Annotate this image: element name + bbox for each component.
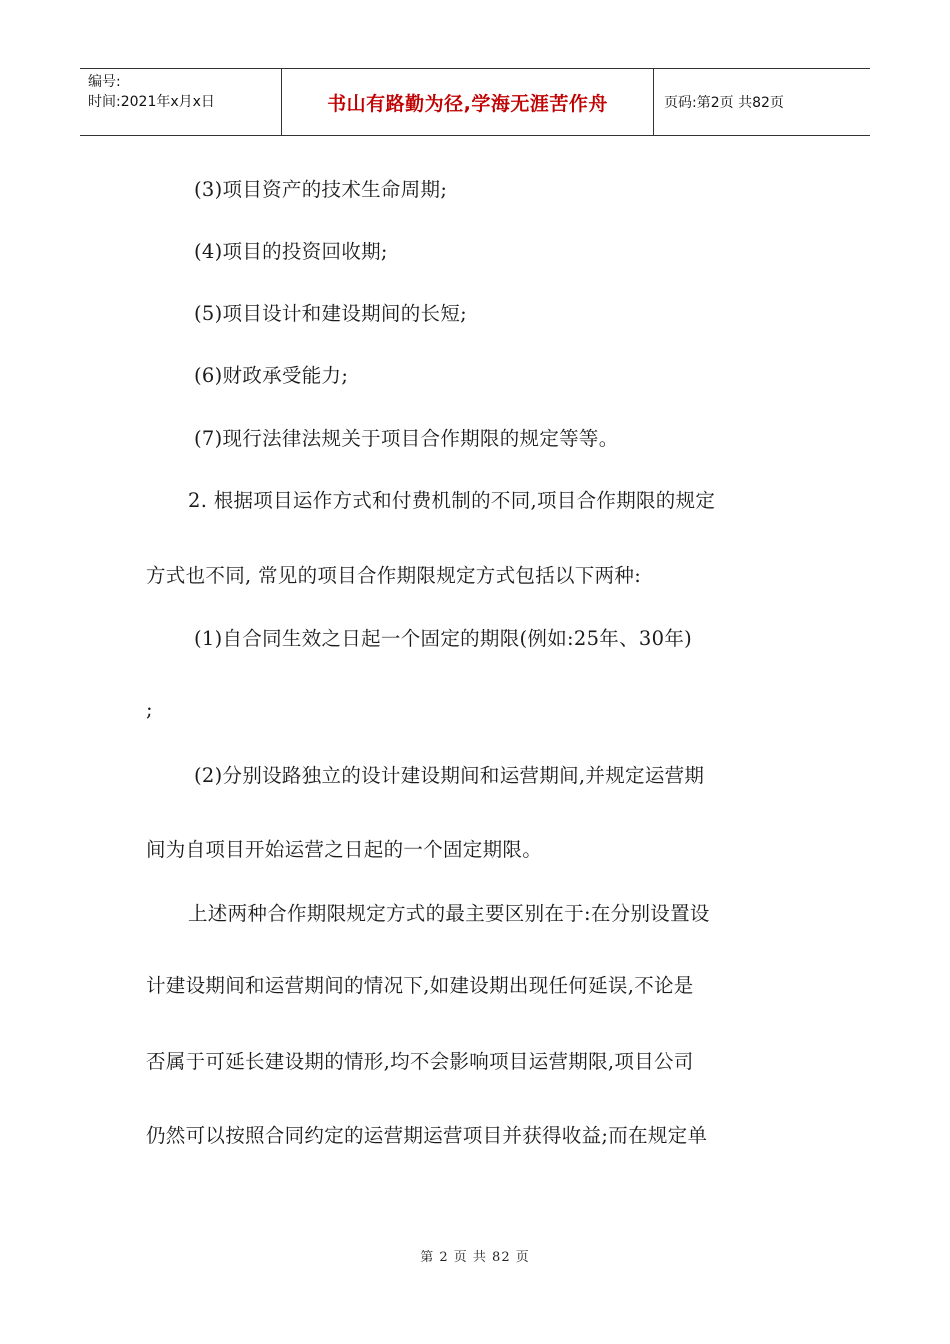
body-line: (5)项目设计和建设期间的长短; — [194, 302, 467, 325]
body-line: (3)项目资产的技术生命周期; — [194, 178, 448, 201]
body-line: 方式也不同, 常见的项目合作期限规定方式包括以下两种: — [146, 564, 642, 587]
body-line: ; — [146, 698, 153, 721]
header-meta — [80, 69, 282, 135]
header-motto: 书山有路勤为径,学海无涯苦作舟 — [282, 69, 654, 135]
body-line: (4)项目的投资回收期; — [194, 240, 388, 263]
body-line: (6)财政承受能力; — [194, 364, 349, 387]
body-line: 计建设期间和运营期间的情况下,如建设期出现任何延误,不论是 — [146, 974, 694, 997]
body-line: 2. 根据项目运作方式和付费机制的不同,项目合作期限的规定 — [188, 489, 716, 512]
body-line: 否属于可延长建设期的情形,均不会影响项目运营期限,项目公司 — [146, 1050, 694, 1073]
body-line: 仍然可以按照合同约定的运营期运营项目并获得收益;而在规定单 — [146, 1124, 708, 1147]
page-footer: 第 2 页 共 82 页 — [420, 1250, 530, 1265]
body-line: (1)自合同生效之日起一个固定的期限(例如:25年、30年) — [194, 627, 693, 650]
page-header — [80, 68, 870, 136]
body-line: (2)分别设路独立的设计建设期间和运营期间,并规定运营期 — [194, 764, 705, 787]
body-line: 上述两种合作期限规定方式的最主要区别在于:在分别设置设 — [188, 902, 710, 925]
header-page-number: 页码:第2页 共82页 — [664, 95, 784, 111]
body-line: 间为自项目开始运营之日起的一个固定期限。 — [146, 838, 543, 861]
body-line: (7)现行法律法规关于项目合作期限的规定等等。 — [194, 427, 619, 450]
document-number-label: 编号: — [88, 74, 121, 90]
document-date-label: 时间:2021年x月x日 — [88, 94, 215, 110]
